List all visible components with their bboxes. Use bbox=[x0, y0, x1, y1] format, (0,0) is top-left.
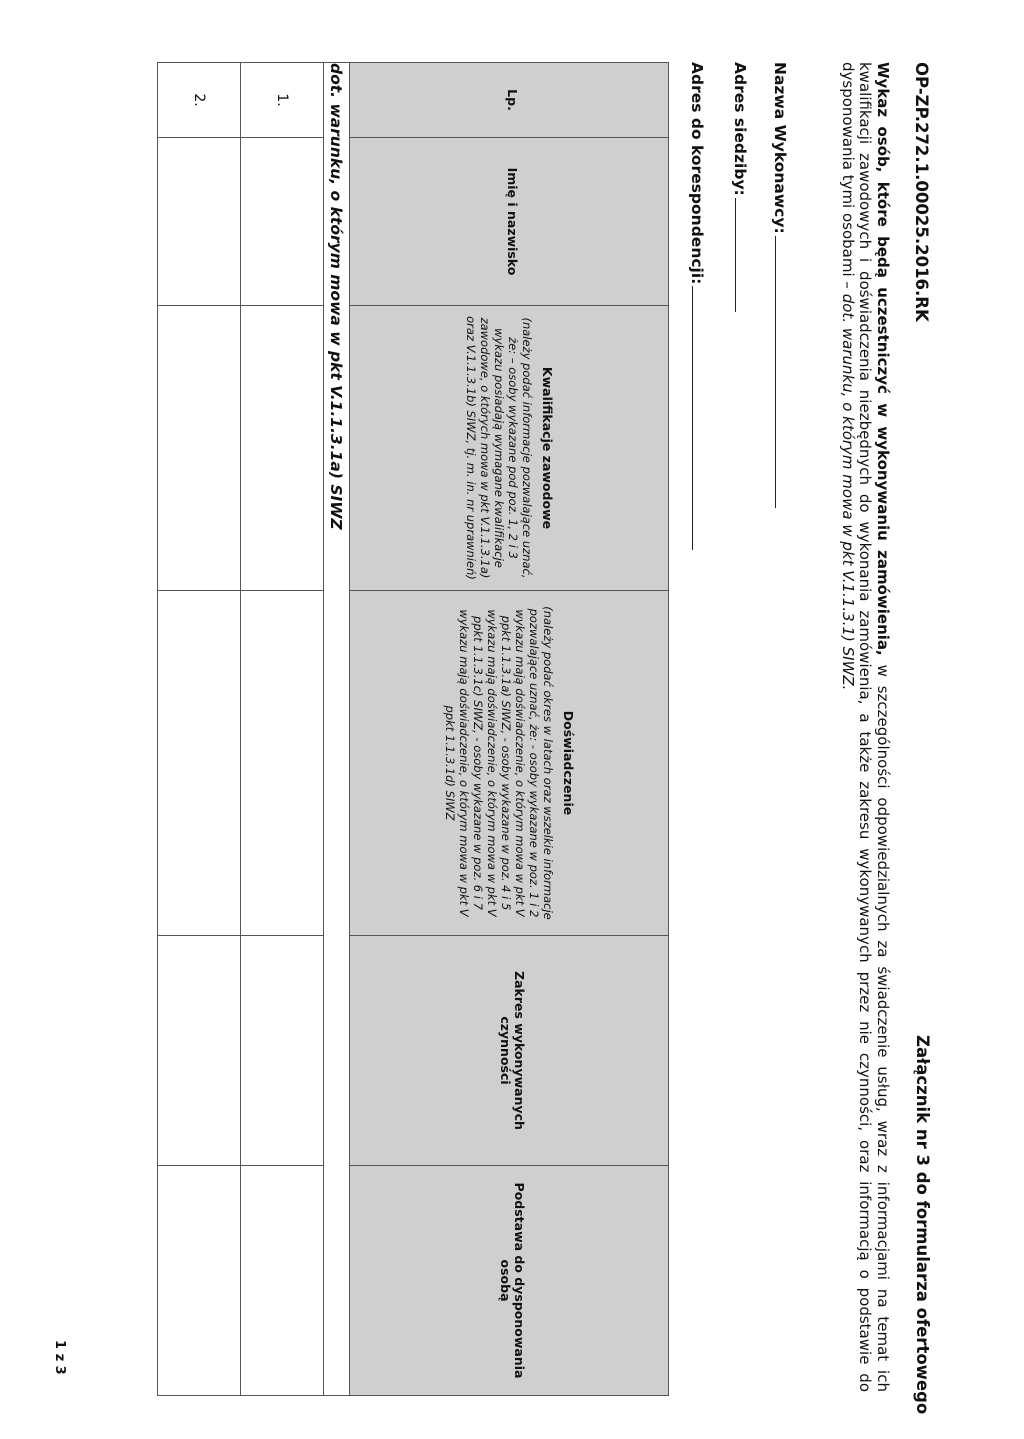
seat-address-line[interactable] bbox=[735, 198, 748, 312]
attachment-label: Załącznik nr 3 do formularza ofertowego bbox=[913, 1035, 932, 1415]
experience-title: Doświadczenie bbox=[561, 710, 576, 816]
col-name: Imię i nazwisko bbox=[350, 138, 669, 306]
col-qualifications bbox=[350, 306, 669, 591]
seat-address-label: Adres siedziby: bbox=[731, 62, 749, 196]
cell-name[interactable] bbox=[241, 138, 324, 306]
col-lp: Lp. bbox=[350, 63, 669, 138]
cell-scope[interactable] bbox=[241, 936, 324, 1166]
contractor-name-field bbox=[771, 62, 789, 508]
cell-qualifications[interactable] bbox=[241, 306, 324, 591]
intro-body: w szczególności odpowiedzialnych za świadczenie usług, wraz z informacjami na temat ich kwalifikacji zawodowych i doświadczenia niezbędnych do wykonania zamówienia, a także zakresu wykonywanych przez nie czynności, oraz informacją o podstawie do dysponowania tymi osobami – bbox=[839, 62, 892, 1392]
cell-qualifications[interactable] bbox=[158, 306, 241, 591]
col-experience bbox=[350, 591, 669, 936]
col-scope: Zakres wykonywanych czynności bbox=[350, 936, 669, 1166]
intro-title: Wykaz osób, które będą uczestniczyć w wykonywaniu zamówienia, bbox=[874, 62, 892, 656]
page-number: 1 z 3 bbox=[52, 1340, 67, 1375]
qualifications-title: Kwalifikacje zawodowe bbox=[540, 366, 555, 530]
row-number: 2. bbox=[158, 63, 241, 138]
cell-experience[interactable] bbox=[241, 591, 324, 936]
intro-ref: dot. warunku, o którym mowa w pkt V.1.1.3.1) SIWZ. bbox=[839, 293, 857, 691]
mail-address-line[interactable] bbox=[692, 286, 705, 550]
mail-address-label: Adres do korespondencji: bbox=[688, 62, 706, 285]
cell-basis[interactable] bbox=[241, 1166, 324, 1396]
experience-note: (należy podać okres w latach oraz wszelkie informacje pozwalające uznać, że: - osoby wykazane w poz. 1 i 2 wykazu mają doświadczenie, o którym mowa w pkt V ppkt 1.1.3.1a) SIWZ, - osoby wykazane w poz. 4 i 5 wykazu mają doświadczenie, o którym mowa w pkt V ppkt 1.1.3.1c) SIWZ, - osoby wykazane w poz. 6 i 7 wykazu mają doświadczenie, o którym mowa w pkt V ppkt 1.1.3.1d) SIWZ bbox=[443, 606, 555, 920]
personnel-table bbox=[157, 62, 669, 1396]
seat-address-field bbox=[731, 62, 749, 312]
qualifications-note: (należy podać informacje pozwalające uznać, że: – osoby wykazane pod poz. 1, 2 i 3 wykazu posiadają wymagane kwalifikacje zawodowe, o których mowa w pkt V.1.1.3.1a) oraz V.1.1.3.1b) SIWZ, tj. m. in. nr uprawnień) bbox=[464, 316, 534, 580]
table-row bbox=[158, 63, 241, 1396]
cell-name[interactable] bbox=[158, 138, 241, 306]
row-number: 1. bbox=[241, 63, 324, 138]
mail-address-field bbox=[688, 62, 706, 550]
reference-number: OP-ZP.272.1.00025.2016.RK bbox=[912, 62, 931, 322]
contractor-name-label: Nazwa Wykonawcy: bbox=[771, 62, 789, 234]
condition-subheading-row bbox=[324, 63, 350, 1396]
cell-scope[interactable] bbox=[158, 936, 241, 1166]
table-row bbox=[241, 63, 324, 1396]
condition-subheading: dot. warunku, o którym mowa w pkt V.1.1.3.1a) SIWZ bbox=[324, 63, 350, 1396]
intro-paragraph bbox=[839, 62, 892, 1392]
table-header-row bbox=[350, 63, 669, 1396]
cell-experience[interactable] bbox=[158, 591, 241, 936]
contractor-name-line[interactable] bbox=[775, 236, 788, 508]
cell-basis[interactable] bbox=[158, 1166, 241, 1396]
col-basis: Podstawa do dysponowania osobą bbox=[350, 1166, 669, 1396]
